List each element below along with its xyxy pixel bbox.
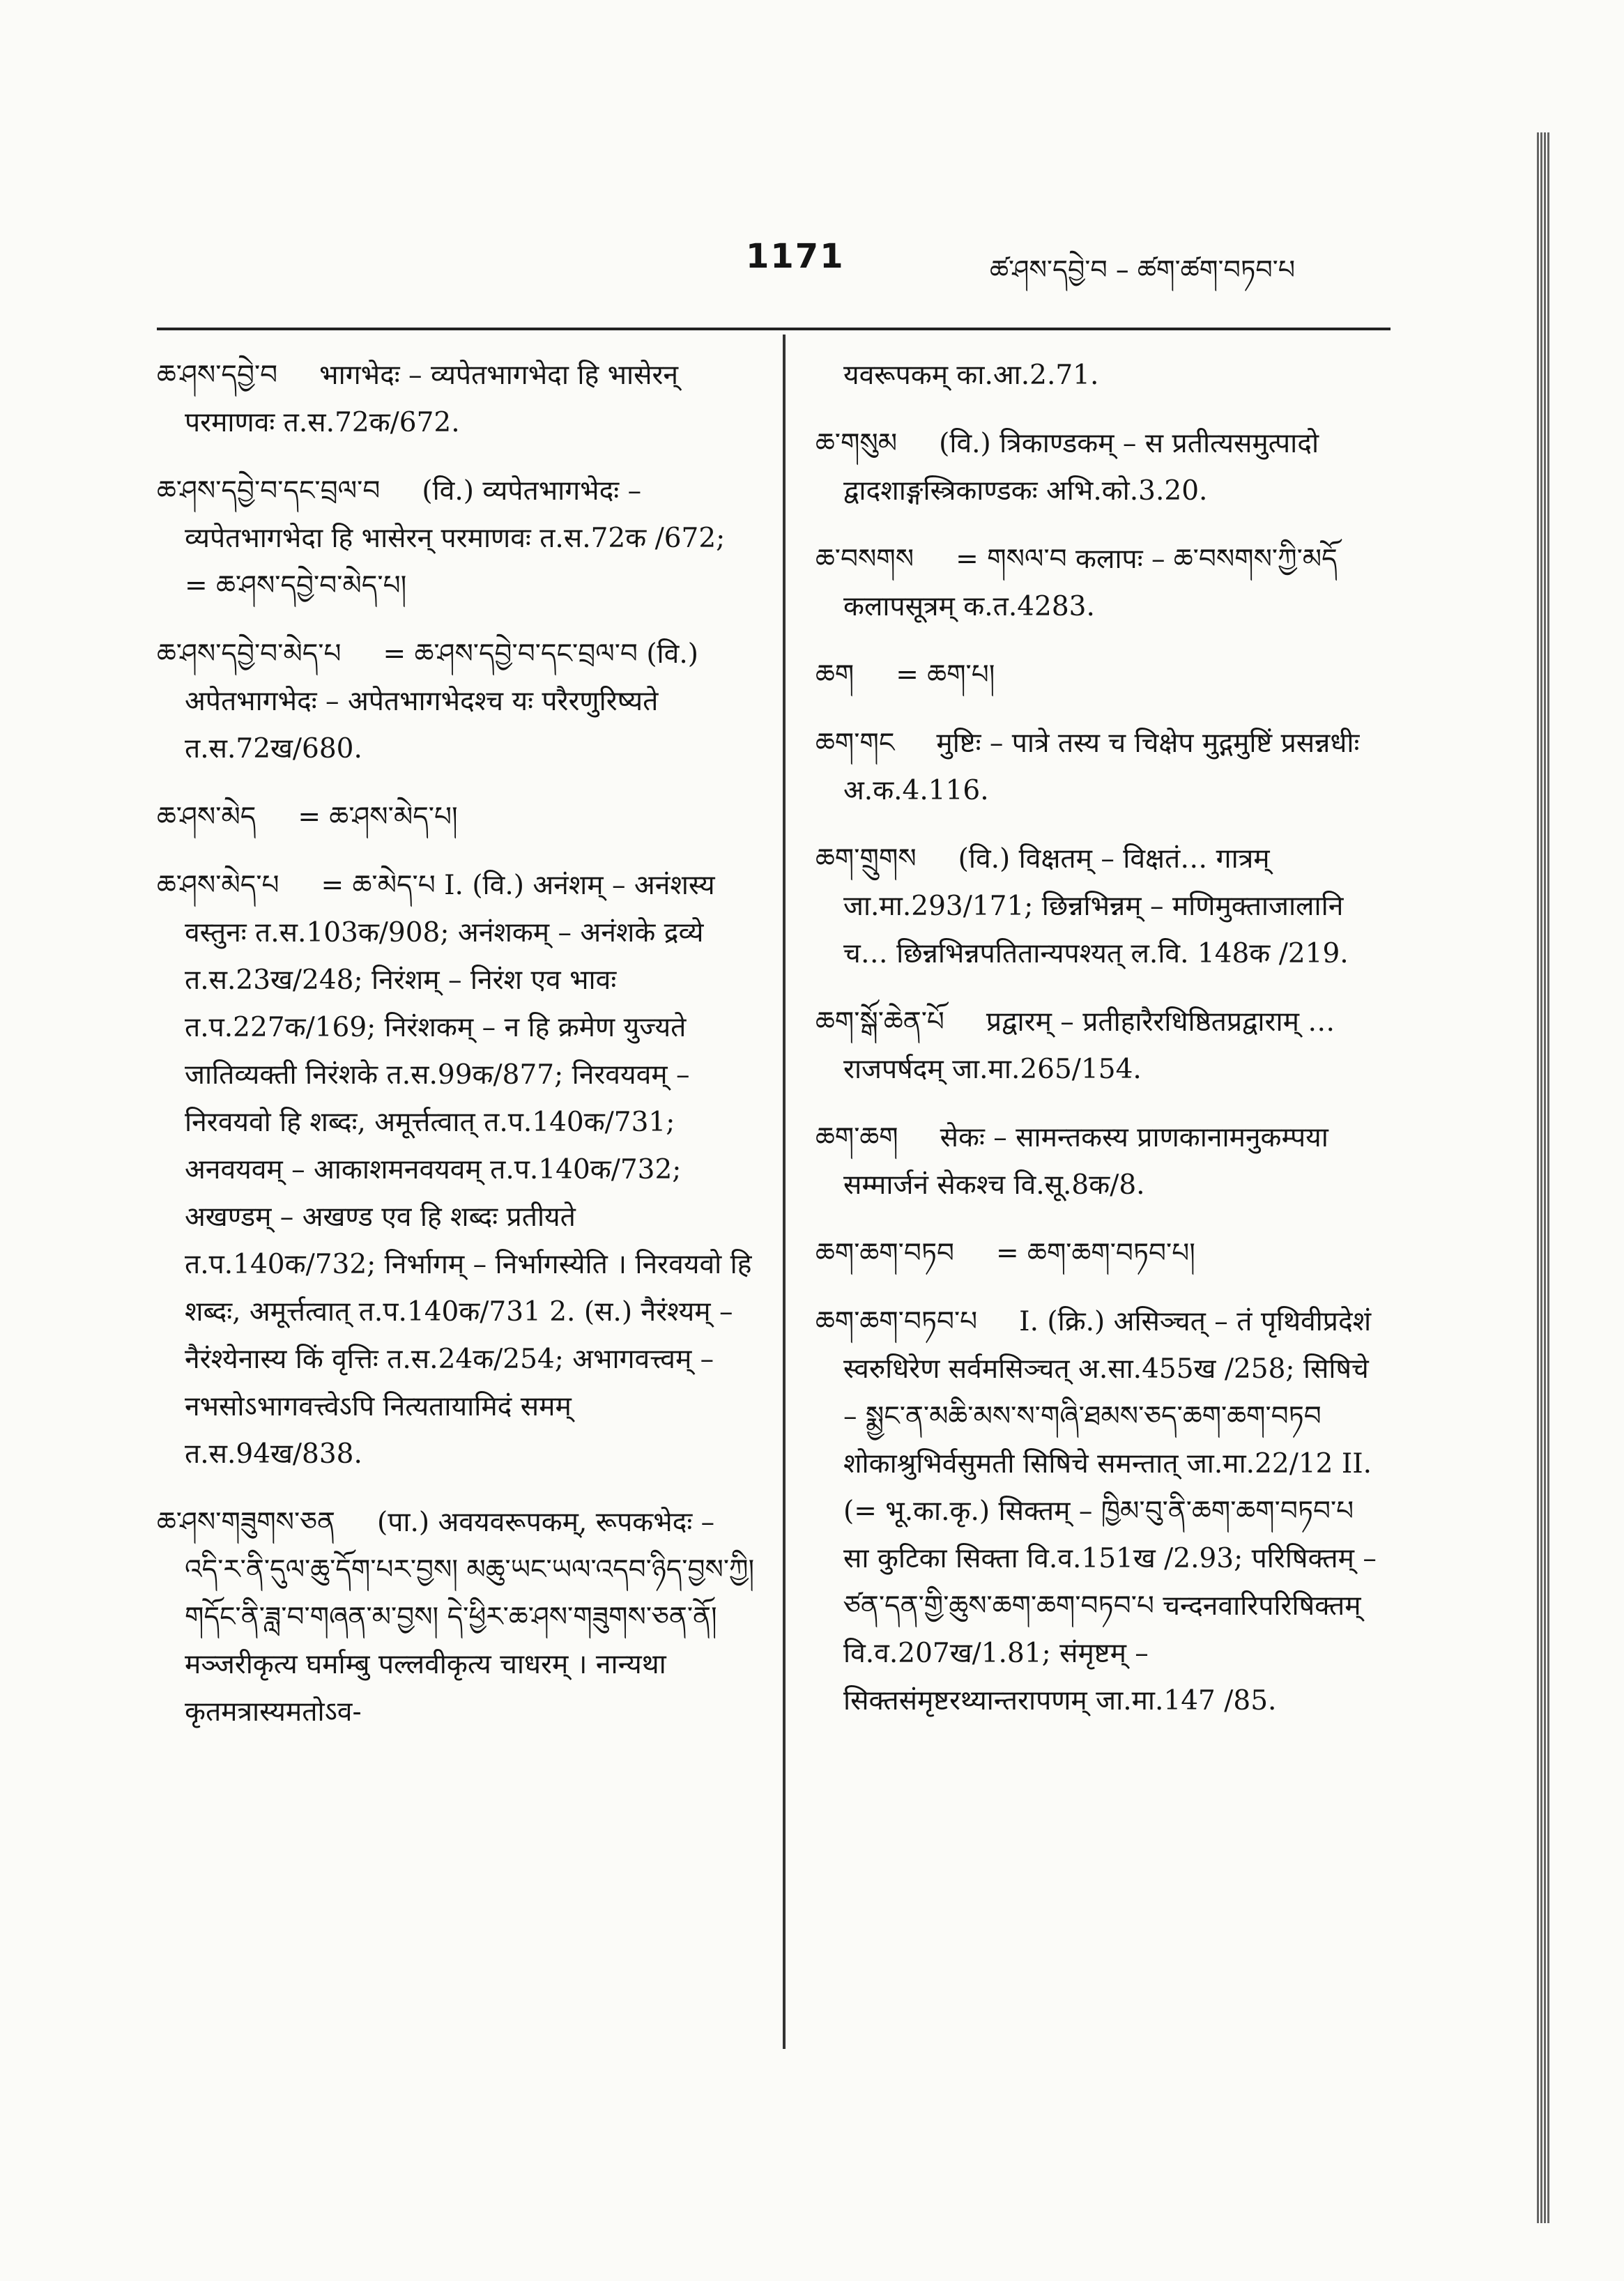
dictionary-entry: [157, 862, 756, 1478]
entry-definition: (वि.) विक्षतम् – विक्षतं… गात्रम् जा.मा.293/171; छिन्नभिन्नम् – मणिमुक्ताजालानि च… छिन्नभिन्नपतितान्यपश्यत् ल.वि. 148क /219.: [843, 843, 1349, 969]
entry-definition: प्रद्वारम् – प्रतीहारैरधिष्ठितप्रद्वाराम् … राजपर्षदम् जा.मा.265/154.: [843, 1006, 1335, 1085]
entry-headword: ཆག་གང: [815, 728, 895, 759]
right-column: [815, 352, 1387, 1746]
dictionary-entry: [815, 1298, 1387, 1725]
dictionary-entry: [815, 1114, 1387, 1209]
entry-headword: ཆ་ཤས་མེད་པ: [157, 870, 279, 901]
entry-definition: = ཆག་ཆག་བཏབ་པ།: [995, 1238, 1195, 1269]
left-column: [157, 352, 756, 1757]
entry-headword: ཆ་ཤས་དབྱེ་བ་དང་བྲལ་བ: [157, 475, 381, 507]
dictionary-entry: [815, 420, 1387, 515]
entry-headword: ཆ་ཤས་དབྱེ་བ: [157, 360, 278, 391]
entry-definition: भागभेदः – व्यपेतभागभेदा हि भासेरन् परमाणवः त.स.72क/672.: [185, 360, 679, 438]
entry-definition: = ཆ་ཤས་དབྱེ་བ་དང་བྲལ་བ (वि.) अपेतभागभेदः – अपेतभागभेदश्च यः परैरणुरिष्यते त.स.72ख/680.: [185, 638, 698, 765]
dictionary-entry: [815, 999, 1387, 1093]
entry-headword: ཆག་ཆག་བཏབ: [815, 1238, 954, 1269]
entry-definition: I. (क्रि.) असिञ्चत् – तं पृथिवीप्रदेशं स्वरुधिरेण सर्वमसिञ्चत् अ.सा.455ख /258; सिषिचे – སྨྱང་ན་མཆི་མས་ས་གཞི་ཐམས་ཅད་ཆག་ཆག་བཏབ शोकाश्रुभिर्वसुमती सिषिचे समन्तात् जा.मा.22/12 II. (= भू.का.कृ.) सिक्तम् – ཁྱིམ་བུ་ནི་ཆག་ཆག་བཏབ་པ सा कुटिका सिक्ता वि.व.151ख /2.93; परिषिक्तम् – ཙན་དན་གྱི་ཆུས་ཆག་ཆག་བཏབ་པ चन्दनवारिपरिषिक्तम् वि.व.207ख/1.81; संमृष्टम् – सिक्तसंमृष्टरथ्यान्तरापणम् जा.मा.147 /85.: [843, 1306, 1377, 1716]
entry-headword: ཆ་ཤས་གཟུགས་ཅན: [157, 1507, 335, 1538]
entry-headword: ཆག་སྒོ་ཆེན་པོ: [815, 1006, 944, 1038]
binding-edge-decoration: [1537, 132, 1549, 2223]
entry-definition: सेकः – सामन्तकस्य प्राणकानामनुकम्पया सम्मार्जनं सेकश्च वि.सू.8क/8.: [843, 1122, 1328, 1201]
entry-headword: ཆག་གྲུགས: [815, 843, 917, 875]
entry-headword: ཆག་ཆག: [815, 1122, 898, 1153]
page-number: 1171: [746, 237, 845, 276]
dictionary-entry: [157, 352, 756, 447]
column-divider: [783, 335, 786, 2049]
entry-definition: (वि.) व्यपेतभागभेदः – व्यपेतभागभेदा हि भासेरन् परमाणवः त.स.72क /672; = ཆ་ཤས་དབྱེ་བ་མེད་པ།: [185, 475, 726, 601]
entry-definition: = ཆ་ཤས་མེད་པ།: [298, 801, 458, 833]
entry-definition: = ཆག་པ།: [896, 659, 995, 691]
entry-headword: ཆག་ཆག་བཏབ་པ: [815, 1306, 978, 1337]
dictionary-entry: [815, 1230, 1387, 1277]
entry-headword: ཆ་གསུམ: [815, 428, 898, 459]
entry-headword: ཆ་ཤས་དབྱེ་བ་མེད་པ: [157, 638, 342, 670]
entry-headword: ཆག: [815, 659, 855, 691]
entry-definition: (वि.) त्रिकाण्डकम् – स प्रतीत्यसमुत्पादो द्वादशाङ्गस्त्रिकाण्डकः अभि.को.3.20.: [843, 428, 1319, 507]
entry-definition: मुष्टिः – पात्रे तस्य च चिक्षेप मुद्गमुष्टिं प्रसन्नधीः अ.क.4.116.: [843, 728, 1360, 806]
dictionary-entry: [815, 836, 1387, 978]
entry-definition: (पा.) अवयवरूपकम्, रूपकभेदः – འདི་ར་ནི་དུལ་ཆུ་དོག་པར་བྱས། མཆུ་ཡང་ཡལ་འདབ་ཉིད་བྱས་ཀྱི། གདོང་ནི་ཟླ་བ་གཞན་མ་བྱས། དེ་ཕྱིར་ཆ་ཤས་གཟུགས་ཅན་ནོ། मञ्जरीकृत्य घर्माम्बु पल्लवीकृत्य चाधरम् । नान्यथा कृतमत्रास्यमतोऽव-: [185, 1507, 755, 1728]
dictionary-entry: [157, 468, 756, 610]
dictionary-entry: [815, 536, 1387, 631]
entry-definition: = གསལ་བ कलापः – ཆ་བསགས་ཀྱི་མདོ कलापसूत्रम् क.त.4283.: [843, 544, 1338, 622]
dictionary-entry: [157, 794, 756, 841]
dictionary-entry: [815, 720, 1387, 815]
header-rule: [157, 328, 1391, 330]
entry-definition: = ཆ་མེད་པ I. (वि.) अनंशम् – अनंशस्य वस्तुनः त.स.103क/908; अनंशकम् – अनंशके द्रव्ये त.स.23ख/248; निरंशम् – निरंश एव भावः त.प.227क/169; निरंशकम् – न हि क्रमेण युज्यते जातिव्यक्ती निरंशके त.स.99क/877; निरवयवम् – निरवयवो हि शब्दः, अमूर्त्तत्वात् त.प.140क/731; अनवयवम् – आकाशमनवयवम् त.प.140क/732; अखण्डम् – अखण्ड एव हि शब्दः प्रतीयते त.प.140क/732; निर्भागम् – निर्भागस्येति । निरवयवो हि शब्दः, अमूर्त्तत्वात् त.प.140क/731 2. (स.) नैरंश्यम् – नैरंश्येनास्य किं वृत्तिः त.स.24क/254; अभागवत्त्वम् – नभसोऽभागवत्त्वेऽपि नित्यतायामिदं समम् त.स.94ख/838.: [185, 870, 752, 1470]
entry-continuation: यवरूपकम् का.आ.2.71.: [843, 360, 1099, 391]
entry-headword: ཆ་བསགས: [815, 544, 914, 575]
running-head: ཚ་ཤས་དབྱེ་བ – ཚག་ཚག་བཏབ་པ: [990, 254, 1296, 285]
dictionary-entry: [815, 652, 1387, 699]
dictionary-entry: [157, 631, 756, 773]
entry-headword: ཆ་ཤས་མེད: [157, 801, 256, 833]
dictionary-entry: [157, 1499, 756, 1736]
